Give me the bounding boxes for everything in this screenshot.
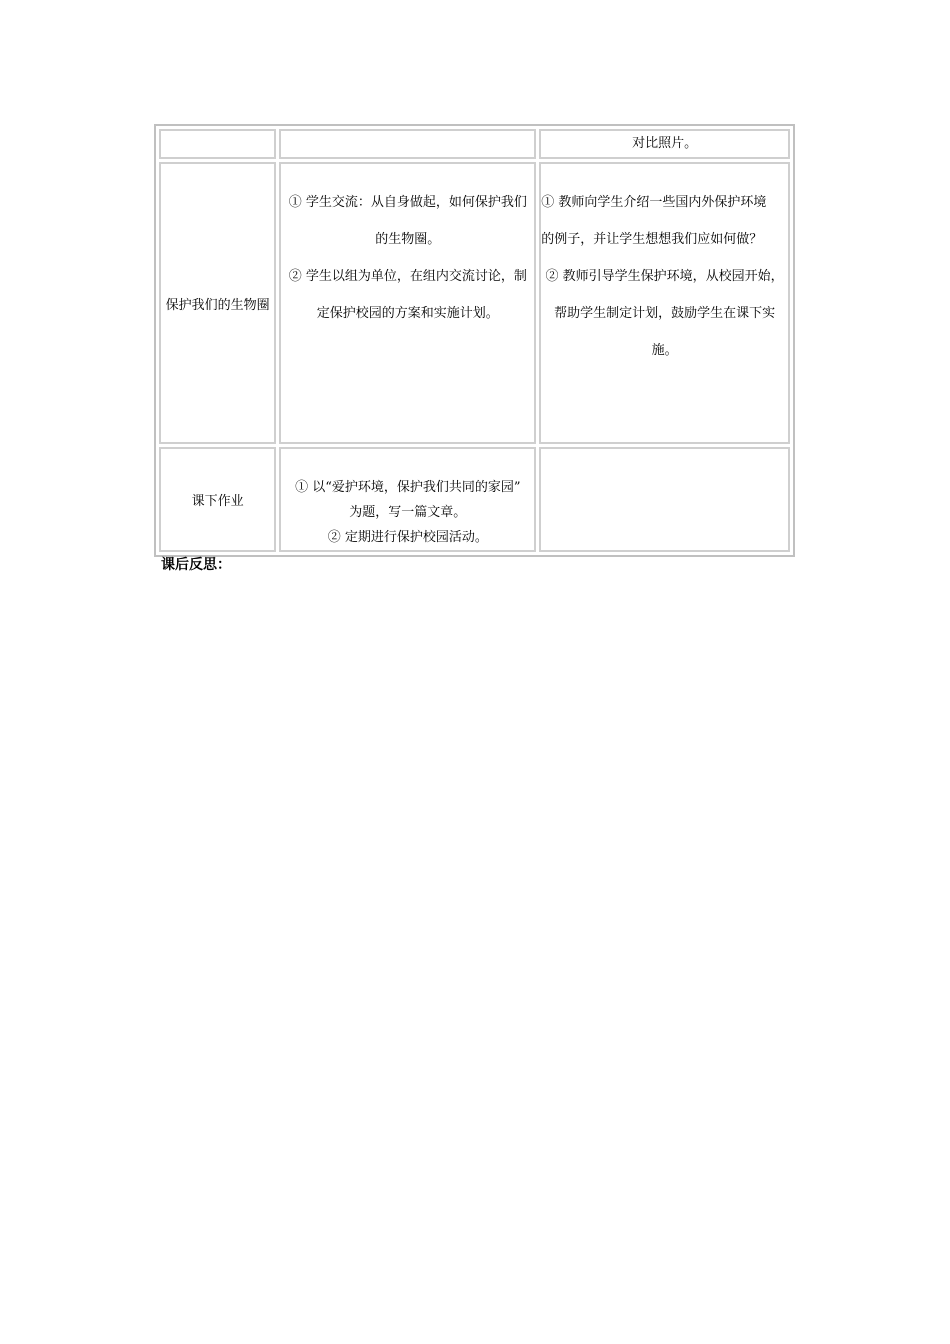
student-item1-line2: 的生物圈。 (375, 232, 441, 247)
cell-topic-title: 保护我们的生物圈 (159, 162, 276, 444)
cell-homework-col3 (539, 447, 790, 552)
teacher-item2 (541, 258, 788, 369)
teacher-item2-line1: ② 教师引导学生保护环境，从校园开始， (545, 269, 784, 284)
student-item2-line1: ② 学生以组为单位，在组内交流讨论，制 (288, 269, 527, 284)
homework-line2: 为题，写一篇文章。 (349, 505, 467, 520)
cell-student-activity (279, 162, 536, 444)
cell-compare-photos: 对比照片。 (539, 129, 790, 159)
reflection-label: 课后反思： (161, 557, 231, 573)
student-item2-line2: 定保护校园的方案和实施计划。 (316, 306, 499, 321)
cell-homework-content (279, 447, 536, 552)
cell-top-col1 (159, 129, 276, 159)
student-item1 (281, 184, 534, 258)
table-row-homework (159, 447, 790, 552)
student-item1-line1: ① 学生交流：从自身做起，如何保护我们 (288, 195, 527, 210)
cell-top-col2 (279, 129, 536, 159)
table-row-topic (159, 162, 790, 444)
teacher-item2-line3: 施。 (651, 343, 678, 358)
teacher-item2-line2: 帮助学生制定计划，鼓励学生在课下实 (554, 306, 776, 321)
homework-line3: ② 定期进行保护校园活动。 (327, 530, 488, 545)
teacher-item1-line1: ① 教师向学生介绍一些国内外保护环境 (541, 195, 767, 210)
student-item2 (281, 258, 534, 332)
lesson-plan-table (154, 124, 795, 557)
cell-homework-label: 课下作业 (159, 447, 276, 552)
table-row-top (159, 129, 790, 159)
homework-line1: ① 以“爱护环境，保护我们共同的家园” (295, 480, 521, 495)
teacher-item1 (541, 184, 788, 258)
teacher-item1-line2: 的例子，并让学生想想我们应如何做？ (541, 232, 763, 247)
cell-teacher-activity (539, 162, 790, 444)
